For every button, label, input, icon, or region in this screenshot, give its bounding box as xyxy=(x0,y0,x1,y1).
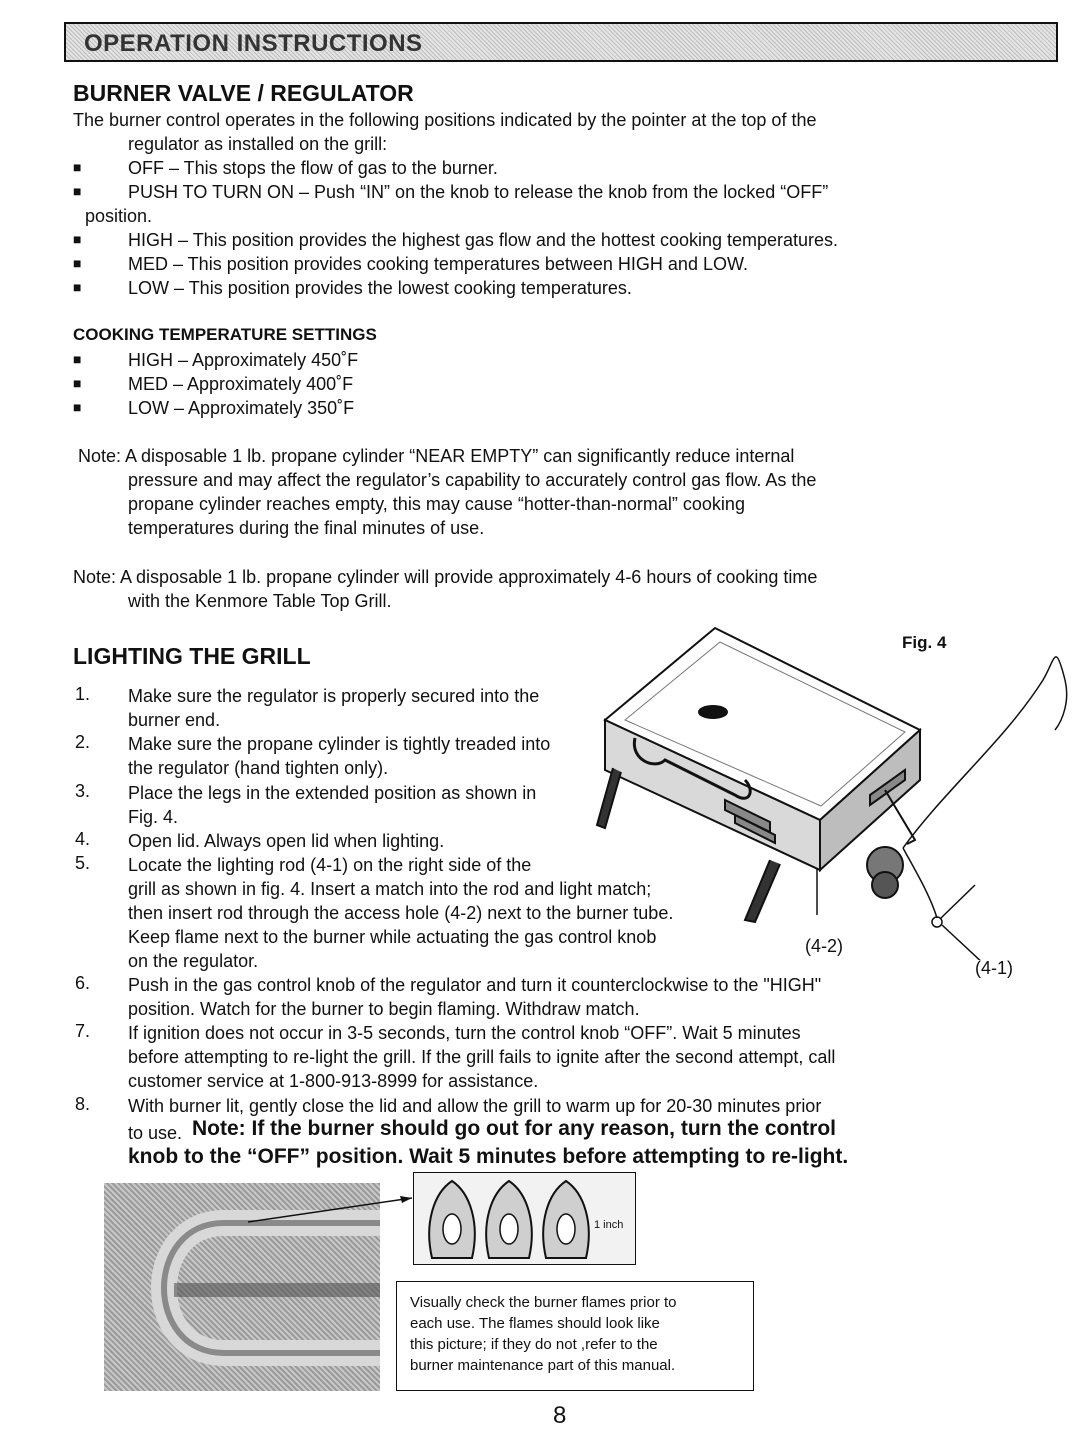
bullet-icon: ■ xyxy=(73,375,82,391)
bullet-icon: ■ xyxy=(73,399,82,415)
step-line: Fig. 4. xyxy=(128,807,179,827)
warning-line2: knob to the “OFF” position. Wait 5 minutes before attempting to re-light. xyxy=(128,1145,849,1168)
caption-line3: this picture; if they do not ,refer to the xyxy=(410,1336,658,1353)
temp-high: HIGH – Approximately 450˚F xyxy=(128,350,359,370)
warning-line1: Note: If the burner should go out for any reason, turn the control xyxy=(192,1117,836,1140)
section-banner xyxy=(64,22,1058,62)
caption-line2: each use. The flames should look like xyxy=(410,1315,660,1332)
flame-scale-label: 1 inch xyxy=(594,1219,624,1231)
burner-bullet-push: PUSH TO TURN ON – Push “IN” on the knob to release the knob from the locked “OFF” xyxy=(128,182,829,202)
burner-intro-line2: regulator as installed on the grill: xyxy=(128,134,388,154)
step-line: grill as shown in fig. 4. Insert a match into the rod and light match; xyxy=(128,879,652,899)
burner-heading: BURNER VALVE / REGULATOR xyxy=(73,80,414,106)
step-line: on the regulator. xyxy=(128,951,259,971)
burner-bullet-push-cont: position. xyxy=(85,206,153,226)
flame-closeup xyxy=(413,1172,636,1265)
step-number: 2. xyxy=(75,732,91,752)
step-number: 8. xyxy=(75,1094,91,1114)
section-title: OPERATION INSTRUCTIONS xyxy=(84,30,423,57)
step-line: position. Watch for the burner to begin flaming. Withdraw match. xyxy=(128,999,640,1019)
flame-caption-box xyxy=(396,1281,754,1391)
lighting-heading: LIGHTING THE GRILL xyxy=(73,643,311,669)
fig-label: Fig. 4 xyxy=(902,633,947,652)
step-line: Keep flame next to the burner while actuating the gas control knob xyxy=(128,927,657,947)
callout-4-2: (4-2) xyxy=(805,936,844,956)
burner-bullet-off: OFF – This stops the flow of gas to the burner. xyxy=(128,158,498,178)
bullet-icon: ■ xyxy=(73,255,82,271)
bullet-icon: ■ xyxy=(73,183,82,199)
step-line: to use. xyxy=(128,1123,183,1143)
step-line: Make sure the propane cylinder is tightly treaded into xyxy=(128,734,551,754)
bullet-icon: ■ xyxy=(73,159,82,175)
caption-line4: burner maintenance part of this manual. xyxy=(410,1357,676,1374)
step-line: Make sure the regulator is properly secured into the xyxy=(128,686,540,706)
burner-bullet-low: LOW – This position provides the lowest cooking temperatures. xyxy=(128,278,632,298)
burner-bullet-high: HIGH – This position provides the highest gas flow and the hottest cooking temperatures. xyxy=(128,230,839,250)
burner-intro-line1: The burner control operates in the following positions indicated by the pointer at the top of the xyxy=(73,110,817,130)
temp-low: LOW – Approximately 350˚F xyxy=(128,398,355,418)
step-number: 3. xyxy=(75,781,91,801)
caption-line1: Visually check the burner flames prior to xyxy=(410,1294,677,1311)
bullet-icon: ■ xyxy=(73,279,82,295)
bullet-icon: ■ xyxy=(73,351,82,367)
bullet-icon: ■ xyxy=(73,231,82,247)
temp-med: MED – Approximately 400˚F xyxy=(128,374,354,394)
step-number: 7. xyxy=(75,1021,91,1041)
note2-line2: with the Kenmore Table Top Grill. xyxy=(128,591,392,611)
step-number: 5. xyxy=(75,853,91,873)
step-number: 4. xyxy=(75,829,91,849)
step-line: Open lid. Always open lid when lighting. xyxy=(128,831,445,851)
note1-line3: propane cylinder reaches empty, this may cause “hotter-than-normal” cooking xyxy=(128,494,745,514)
step-line: before attempting to re-light the grill. If the grill fails to ignite after the second attempt, call xyxy=(128,1047,836,1067)
step-line: customer service at 1-800-913-8999 for assistance. xyxy=(128,1071,539,1091)
callout-4-1: (4-1) xyxy=(975,958,1014,978)
step-line: the regulator (hand tighten only). xyxy=(128,758,389,778)
step-number: 1. xyxy=(75,684,91,704)
note1-line4: temperatures during the final minutes of use. xyxy=(128,518,485,538)
step-line: Place the legs in the extended position as shown in xyxy=(128,783,537,803)
step-number: 6. xyxy=(75,973,91,993)
burner-bullet-med: MED – This position provides cooking temperatures between HIGH and LOW. xyxy=(128,254,748,274)
page-number: 8 xyxy=(553,1402,567,1429)
step-line: With burner lit, gently close the lid and allow the grill to warm up for 20-30 minutes prior xyxy=(128,1096,822,1116)
step-line: If ignition does not occur in 3-5 seconds, turn the control knob “OFF”. Wait 5 minutes xyxy=(128,1023,801,1043)
step-line: burner end. xyxy=(128,710,221,730)
step-line: Locate the lighting rod (4-1) on the right side of the xyxy=(128,855,532,875)
temps-heading: COOKING TEMPERATURE SETTINGS xyxy=(73,325,377,344)
note1-line1: Note: A disposable 1 lb. propane cylinder “NEAR EMPTY” can significantly reduce internal xyxy=(78,446,795,466)
note1-line2: pressure and may affect the regulator’s capability to accurately control gas flow. As the xyxy=(128,470,817,490)
note2-line1: Note: A disposable 1 lb. propane cylinder will provide approximately 4-6 hours of cooking time xyxy=(73,567,818,587)
step-line: Push in the gas control knob of the regulator and turn it counterclockwise to the "HIGH" xyxy=(128,975,822,995)
step-line: then insert rod through the access hole (4-2) next to the burner tube. xyxy=(128,903,674,923)
